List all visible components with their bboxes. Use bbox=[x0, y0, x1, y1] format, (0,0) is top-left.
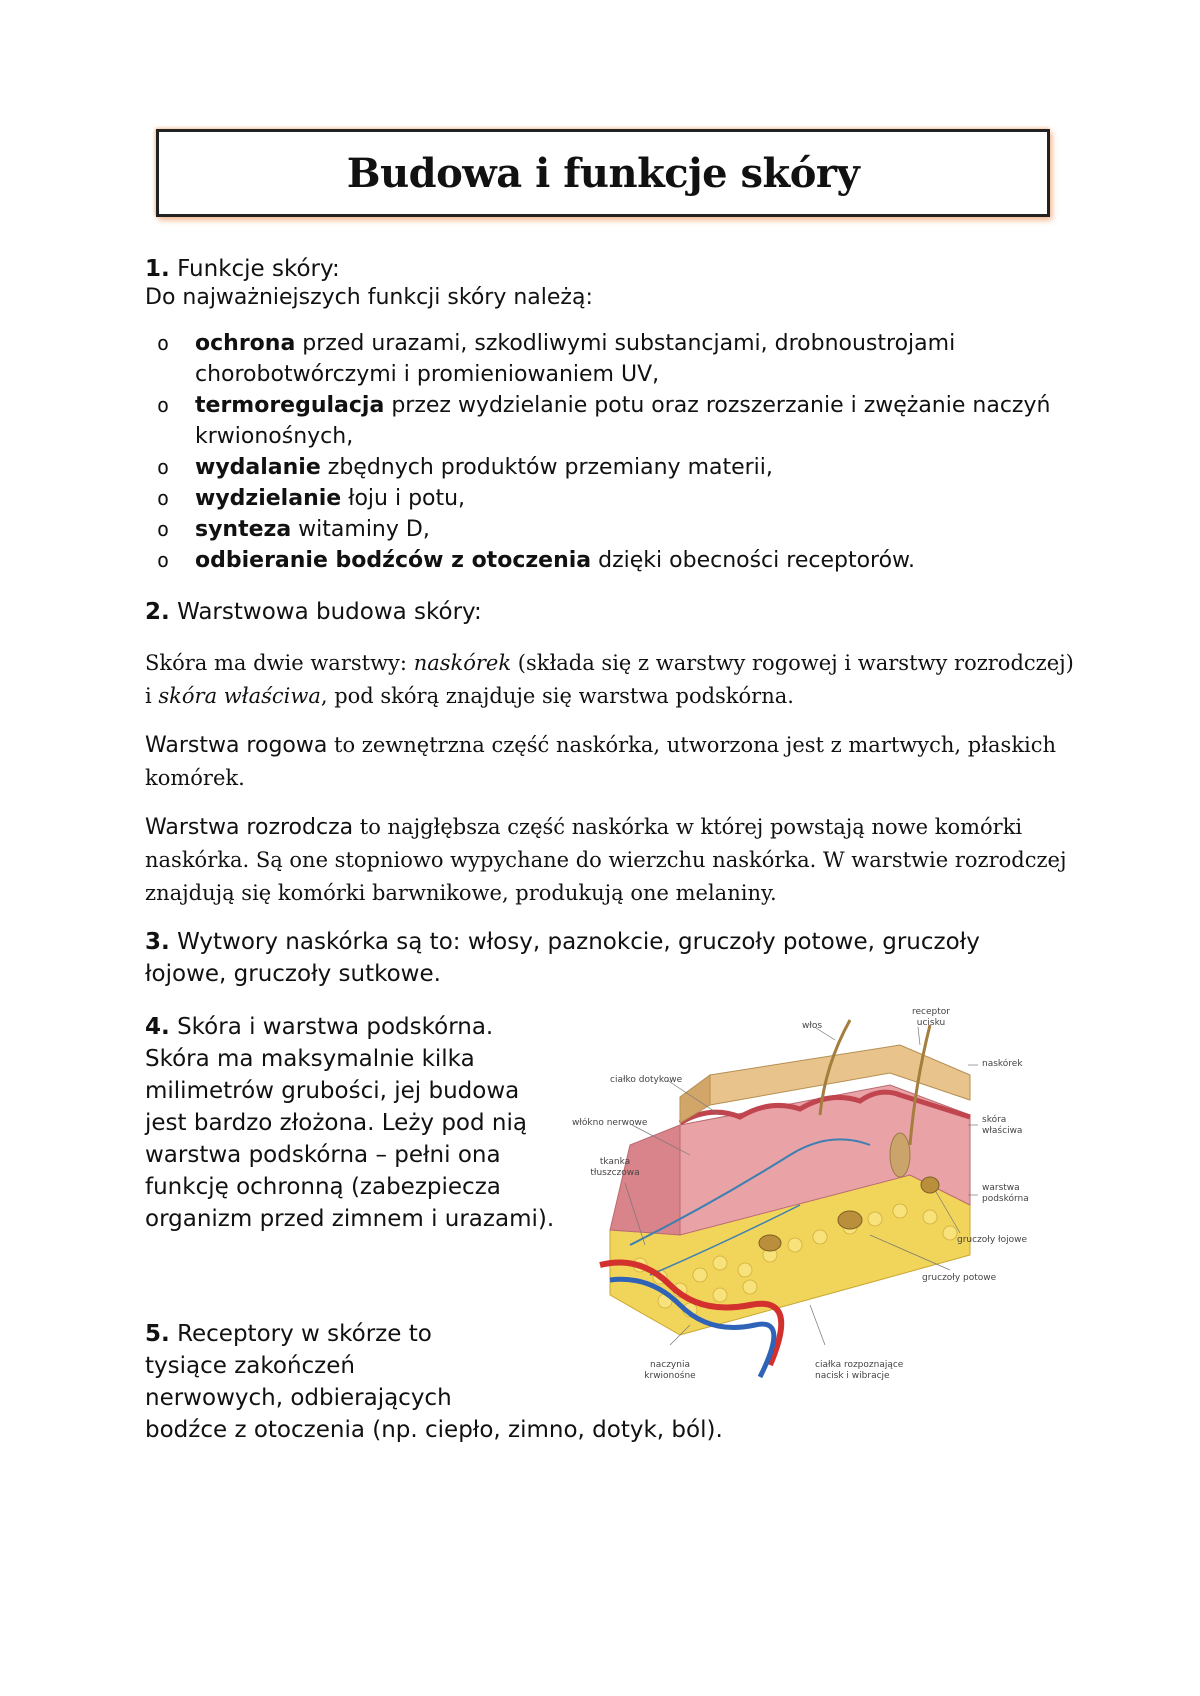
title-box bbox=[156, 129, 1050, 217]
section-2-title: Warstwowa budowa skóry: bbox=[177, 599, 482, 625]
skin-diagram-image bbox=[570, 1005, 1050, 1405]
section-5: 5. Receptory w skórze to tysiące zakończeń nerwowych, odbierających bodźce z otoczenia (np. ciepło, zimno, dotyk, ból). bbox=[145, 1321, 723, 1443]
label-naskorek: naskórek bbox=[982, 1059, 1023, 1069]
label-gruczoly-lojowe: gruczoły łojowe bbox=[957, 1235, 1028, 1245]
section-1-intro: Do najważniejszych funkcji skóry należą: bbox=[145, 285, 593, 310]
label-tkanka-tluszczowa: tkanka tłuszczowa bbox=[590, 1157, 640, 1178]
bullet-icon: o bbox=[157, 331, 170, 355]
section-3-number: 3. bbox=[145, 929, 170, 955]
label-cialka-rozpoznajace: ciałka rozpoznające nacisk i wibracje bbox=[815, 1360, 904, 1381]
section-2-paragraph-2: Warstwa rogowa to zewnętrzna część naskórka, utworzona jest z martwych, płaskich komórek. bbox=[145, 733, 1057, 790]
list-item: o wydzielanie łoju i potu, bbox=[145, 483, 1075, 514]
section-4-number: 4. bbox=[145, 1014, 170, 1040]
label-wlos: włos bbox=[802, 1021, 823, 1031]
list-item: o synteza witaminy D, bbox=[145, 514, 1075, 545]
skin-diagram bbox=[570, 1005, 1050, 1405]
page-title: Budowa i funkcje skóry bbox=[346, 149, 860, 197]
section-3: 3. Wytwory naskórka są to: włosy, paznokcie, gruczoły potowe, gruczoły łojowe, gruczoły sutkowe. bbox=[145, 929, 980, 987]
label-skora-wlasciwa: skóra właściwa bbox=[982, 1115, 1023, 1136]
bullet-icon: o bbox=[157, 517, 170, 541]
section-4: 4. Skóra i warstwa podskórna. Skóra ma maksymalnie kilka milimetrów grubości, jej budowa jest bardzo złożona. Leży pod nią warstwa podskórna – pełni ona funkcję ochronną (zabezpiecza organizm przed zimnem i urazami). bbox=[145, 1014, 555, 1232]
list-item: o odbieranie bodźców z otoczenia dzięki obecności receptorów. bbox=[145, 545, 1075, 576]
label-warstwa-podskorna: warstwa podskórna bbox=[982, 1183, 1029, 1204]
label-cialko-dotykowe: ciałko dotykowe bbox=[610, 1075, 683, 1085]
label-wlokno-nerwowe: włókno nerwowe bbox=[572, 1118, 648, 1128]
section-5-number: 5. bbox=[145, 1321, 170, 1347]
bullet-icon: o bbox=[157, 548, 170, 572]
section-2-paragraph-3: Warstwa rozrodcza to najgłębsza część naskórka w której powstają nowe komórki naskórka. Są one stopniowo wypychane do wierzchu naskórka. W warstwie rozrodczej znajdują się komórki barwnikowe, produkują one melaniny. bbox=[145, 815, 1067, 905]
bullet-icon: o bbox=[157, 455, 170, 479]
section-2-paragraph-1: Skóra ma dwie warstwy: naskórek (składa się z warstwy rogowej i warstwy rozrodczej) i skóra właściwa, pod skórą znajduje się warstwa podskórna. bbox=[145, 651, 1074, 708]
list-item: o ochrona przed urazami, szkodliwymi substancjami, drobnoustrojami chorobotwórczymi i promieniowaniem UV, bbox=[145, 328, 1075, 390]
label-naczynia: naczynia krwionośne bbox=[644, 1360, 696, 1381]
list-item: o wydalanie zbędnych produktów przemiany materii, bbox=[145, 452, 1075, 483]
section-1-number: 1. bbox=[145, 256, 170, 282]
term-warstwa-rozrodcza: Warstwa rozrodcza bbox=[145, 815, 354, 840]
section-1-heading bbox=[145, 253, 340, 285]
function-list bbox=[145, 328, 1075, 576]
section-1-title: Funkcje skóry: bbox=[177, 256, 340, 282]
bullet-icon: o bbox=[157, 393, 170, 417]
bullet-icon: o bbox=[157, 486, 170, 510]
section-2-heading bbox=[145, 596, 482, 628]
label-receptor: receptor ucisku bbox=[912, 1007, 950, 1028]
section-2-number: 2. bbox=[145, 599, 170, 625]
label-gruczoly-potowe: gruczoły potowe bbox=[922, 1273, 997, 1283]
term-warstwa-rogowa: Warstwa rogowa bbox=[145, 733, 328, 758]
list-item: o termoregulacja przez wydzielanie potu oraz rozszerzanie i zwężanie naczyń krwionośnych, bbox=[145, 390, 1075, 452]
